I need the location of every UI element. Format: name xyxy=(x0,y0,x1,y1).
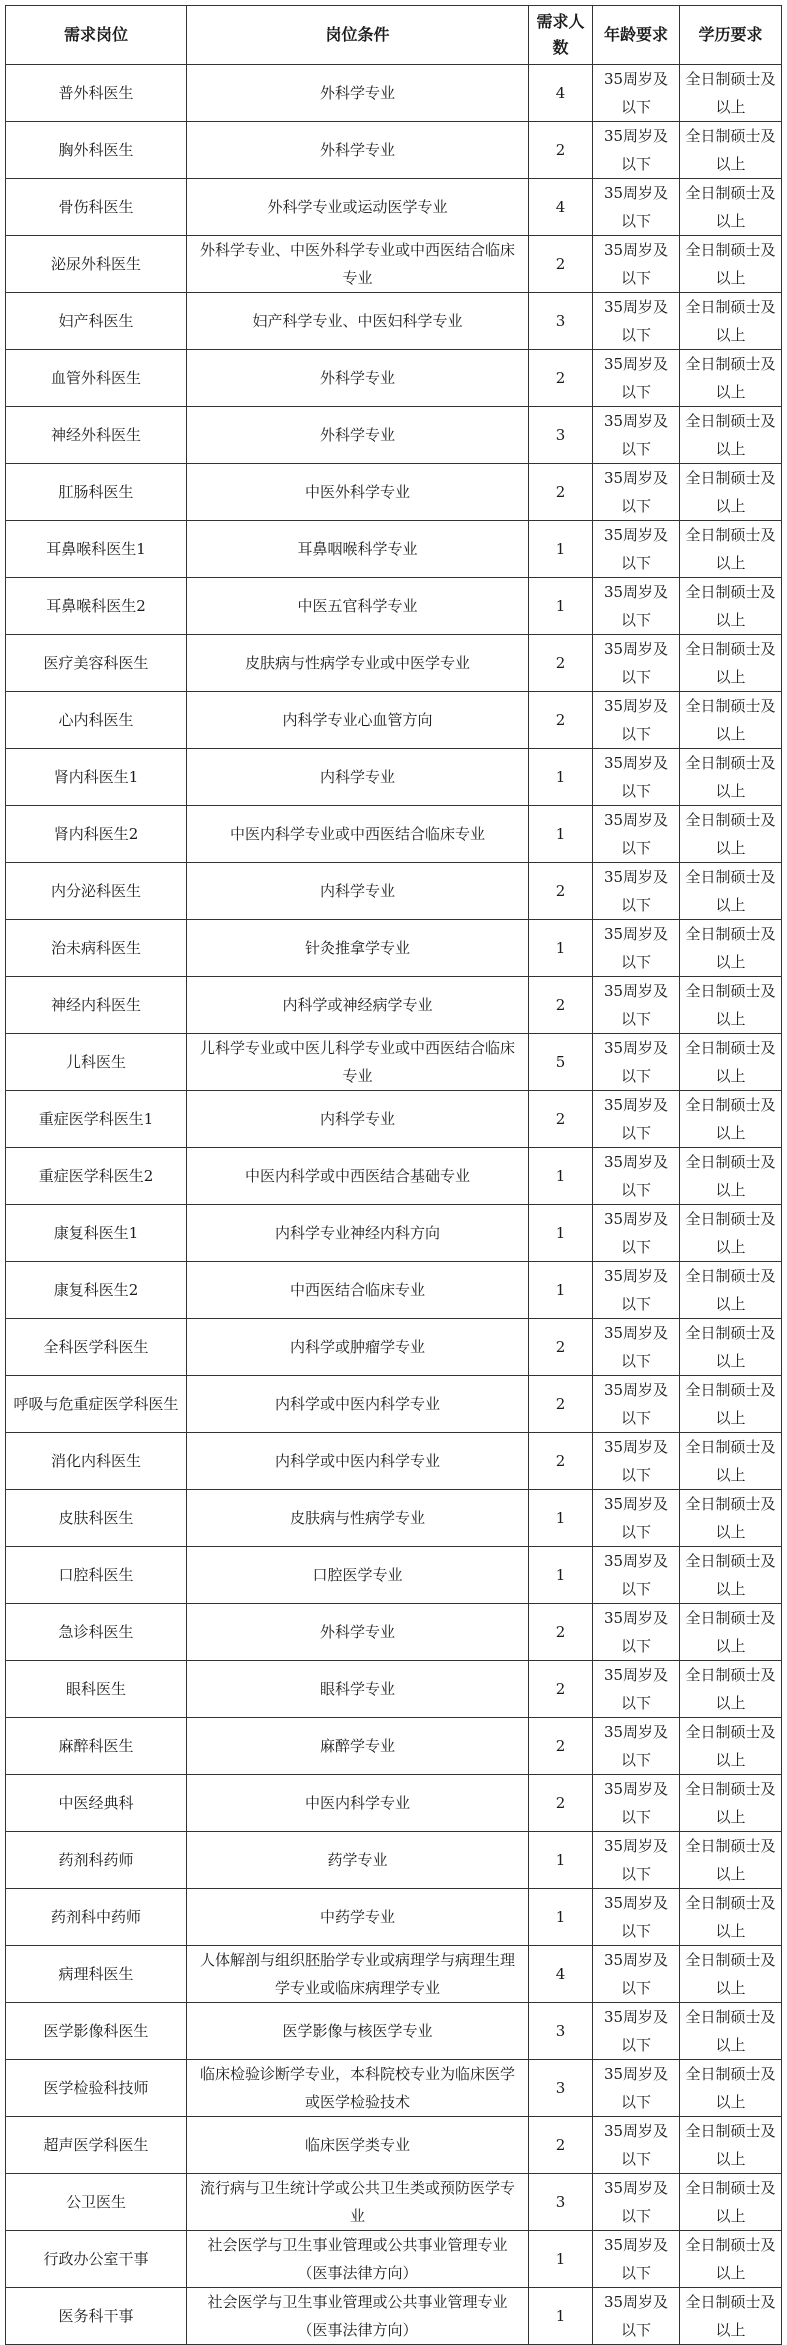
cell-conditions: 内科学或中医内科学专业 xyxy=(187,1376,529,1433)
cell-count: 2 xyxy=(529,1718,593,1775)
cell-education: 全日制硕士及以上 xyxy=(680,407,782,464)
cell-conditions: 内科学专业 xyxy=(187,749,529,806)
cell-position: 治未病科医生 xyxy=(6,920,187,977)
table-row xyxy=(6,521,782,578)
table-row xyxy=(6,1661,782,1718)
cell-count: 1 xyxy=(529,1832,593,1889)
cell-conditions: 麻醉学专业 xyxy=(187,1718,529,1775)
table-row xyxy=(6,863,782,920)
cell-count: 1 xyxy=(529,2231,593,2288)
cell-age: 35周岁及以下 xyxy=(593,1661,680,1718)
table-row xyxy=(6,2231,782,2288)
cell-age: 35周岁及以下 xyxy=(593,179,680,236)
cell-education: 全日制硕士及以上 xyxy=(680,1889,782,1946)
cell-education: 全日制硕士及以上 xyxy=(680,2060,782,2117)
table-row xyxy=(6,1262,782,1319)
table-row xyxy=(6,806,782,863)
cell-education: 全日制硕士及以上 xyxy=(680,65,782,122)
cell-conditions: 内科学或神经病学专业 xyxy=(187,977,529,1034)
cell-age: 35周岁及以下 xyxy=(593,1376,680,1433)
table-row xyxy=(6,1034,782,1091)
cell-count: 1 xyxy=(529,1490,593,1547)
cell-age: 35周岁及以下 xyxy=(593,1889,680,1946)
cell-position: 骨伤科医生 xyxy=(6,179,187,236)
cell-conditions: 临床检验诊断学专业，本科院校专业为临床医学或医学检验技术 xyxy=(187,2060,529,2117)
cell-count: 1 xyxy=(529,1889,593,1946)
cell-conditions: 内科学专业心血管方向 xyxy=(187,692,529,749)
cell-education: 全日制硕士及以上 xyxy=(680,1319,782,1376)
table-row xyxy=(6,1148,782,1205)
cell-position: 康复科医生1 xyxy=(6,1205,187,1262)
cell-position: 急诊科医生 xyxy=(6,1604,187,1661)
cell-age: 35周岁及以下 xyxy=(593,1604,680,1661)
cell-conditions: 中西医结合临床专业 xyxy=(187,1262,529,1319)
cell-count: 2 xyxy=(529,1091,593,1148)
cell-position: 麻醉科医生 xyxy=(6,1718,187,1775)
cell-count: 2 xyxy=(529,1433,593,1490)
table-row xyxy=(6,236,782,293)
cell-age: 35周岁及以下 xyxy=(593,464,680,521)
cell-conditions: 皮肤病与性病学专业 xyxy=(187,1490,529,1547)
header-education: 学历要求 xyxy=(680,6,782,65)
cell-count: 2 xyxy=(529,122,593,179)
cell-education: 全日制硕士及以上 xyxy=(680,749,782,806)
cell-education: 全日制硕士及以上 xyxy=(680,1262,782,1319)
cell-conditions: 临床医学类专业 xyxy=(187,2117,529,2174)
cell-education: 全日制硕士及以上 xyxy=(680,977,782,1034)
cell-count: 2 xyxy=(529,1376,593,1433)
cell-count: 1 xyxy=(529,521,593,578)
cell-conditions: 内科学专业 xyxy=(187,863,529,920)
cell-education: 全日制硕士及以上 xyxy=(680,863,782,920)
cell-conditions: 儿科学专业或中医儿科学专业或中西医结合临床专业 xyxy=(187,1034,529,1091)
table-row xyxy=(6,1547,782,1604)
cell-age: 35周岁及以下 xyxy=(593,692,680,749)
cell-age: 35周岁及以下 xyxy=(593,65,680,122)
cell-position: 耳鼻喉科医生2 xyxy=(6,578,187,635)
cell-position: 普外科医生 xyxy=(6,65,187,122)
cell-education: 全日制硕士及以上 xyxy=(680,1547,782,1604)
cell-age: 35周岁及以下 xyxy=(593,2060,680,2117)
cell-position: 眼科医生 xyxy=(6,1661,187,1718)
cell-count: 1 xyxy=(529,806,593,863)
cell-count: 2 xyxy=(529,977,593,1034)
cell-count: 2 xyxy=(529,464,593,521)
cell-position: 行政办公室干事 xyxy=(6,2231,187,2288)
cell-position: 皮肤科医生 xyxy=(6,1490,187,1547)
cell-education: 全日制硕士及以上 xyxy=(680,293,782,350)
cell-position: 重症医学科医生2 xyxy=(6,1148,187,1205)
cell-position: 药剂科药师 xyxy=(6,1832,187,1889)
cell-conditions: 外科学专业、中医外科学专业或中西医结合临床专业 xyxy=(187,236,529,293)
cell-education: 全日制硕士及以上 xyxy=(680,1661,782,1718)
cell-count: 1 xyxy=(529,1205,593,1262)
cell-count: 2 xyxy=(529,350,593,407)
cell-position: 神经内科医生 xyxy=(6,977,187,1034)
cell-conditions: 中医外科学专业 xyxy=(187,464,529,521)
cell-age: 35周岁及以下 xyxy=(593,407,680,464)
cell-position: 医疗美容科医生 xyxy=(6,635,187,692)
cell-position: 口腔科医生 xyxy=(6,1547,187,1604)
table-row xyxy=(6,2003,782,2060)
cell-position: 妇产科医生 xyxy=(6,293,187,350)
table-row xyxy=(6,977,782,1034)
cell-count: 5 xyxy=(529,1034,593,1091)
cell-age: 35周岁及以下 xyxy=(593,350,680,407)
cell-age: 35周岁及以下 xyxy=(593,1091,680,1148)
table-row xyxy=(6,1889,782,1946)
cell-education: 全日制硕士及以上 xyxy=(680,920,782,977)
cell-education: 全日制硕士及以上 xyxy=(680,236,782,293)
cell-count: 4 xyxy=(529,65,593,122)
cell-count: 1 xyxy=(529,2288,593,2345)
table-row xyxy=(6,1718,782,1775)
cell-conditions: 内科学或中医内科学专业 xyxy=(187,1433,529,1490)
cell-age: 35周岁及以下 xyxy=(593,1718,680,1775)
cell-age: 35周岁及以下 xyxy=(593,1775,680,1832)
table-row xyxy=(6,2174,782,2231)
table-row xyxy=(6,350,782,407)
cell-age: 35周岁及以下 xyxy=(593,2288,680,2345)
cell-conditions: 医学影像与核医学专业 xyxy=(187,2003,529,2060)
cell-age: 35周岁及以下 xyxy=(593,1946,680,2003)
cell-education: 全日制硕士及以上 xyxy=(680,1091,782,1148)
cell-position: 消化内科医生 xyxy=(6,1433,187,1490)
cell-age: 35周岁及以下 xyxy=(593,1490,680,1547)
recruitment-table xyxy=(5,5,782,2345)
cell-count: 2 xyxy=(529,692,593,749)
table-row xyxy=(6,749,782,806)
cell-conditions: 内科学专业 xyxy=(187,1091,529,1148)
table-row xyxy=(6,293,782,350)
table-body xyxy=(6,65,782,2345)
cell-age: 35周岁及以下 xyxy=(593,236,680,293)
cell-education: 全日制硕士及以上 xyxy=(680,1490,782,1547)
cell-count: 1 xyxy=(529,1547,593,1604)
cell-age: 35周岁及以下 xyxy=(593,920,680,977)
cell-count: 2 xyxy=(529,635,593,692)
cell-age: 35周岁及以下 xyxy=(593,521,680,578)
table-row xyxy=(6,407,782,464)
cell-count: 1 xyxy=(529,1262,593,1319)
cell-position: 心内科医生 xyxy=(6,692,187,749)
table-row xyxy=(6,1433,782,1490)
cell-count: 2 xyxy=(529,1604,593,1661)
cell-education: 全日制硕士及以上 xyxy=(680,1034,782,1091)
header-age: 年龄要求 xyxy=(593,6,680,65)
cell-education: 全日制硕士及以上 xyxy=(680,1148,782,1205)
table-row xyxy=(6,920,782,977)
table-row xyxy=(6,1091,782,1148)
cell-education: 全日制硕士及以上 xyxy=(680,1376,782,1433)
cell-age: 35周岁及以下 xyxy=(593,1262,680,1319)
cell-age: 35周岁及以下 xyxy=(593,2117,680,2174)
cell-count: 3 xyxy=(529,2003,593,2060)
cell-age: 35周岁及以下 xyxy=(593,2231,680,2288)
cell-count: 3 xyxy=(529,2174,593,2231)
cell-age: 35周岁及以下 xyxy=(593,2003,680,2060)
cell-conditions: 外科学专业或运动医学专业 xyxy=(187,179,529,236)
cell-conditions: 中医内科学或中西医结合基础专业 xyxy=(187,1148,529,1205)
header-count: 需求人数 xyxy=(529,6,593,65)
cell-position: 公卫医生 xyxy=(6,2174,187,2231)
cell-conditions: 社会医学与卫生事业管理或公共事业管理专业（医事法律方向） xyxy=(187,2231,529,2288)
cell-education: 全日制硕士及以上 xyxy=(680,2231,782,2288)
cell-age: 35周岁及以下 xyxy=(593,749,680,806)
cell-position: 康复科医生2 xyxy=(6,1262,187,1319)
cell-age: 35周岁及以下 xyxy=(593,293,680,350)
table-row xyxy=(6,1604,782,1661)
cell-education: 全日制硕士及以上 xyxy=(680,1604,782,1661)
cell-count: 3 xyxy=(529,293,593,350)
table-row xyxy=(6,635,782,692)
cell-education: 全日制硕士及以上 xyxy=(680,2174,782,2231)
cell-education: 全日制硕士及以上 xyxy=(680,350,782,407)
cell-count: 1 xyxy=(529,920,593,977)
cell-education: 全日制硕士及以上 xyxy=(680,1775,782,1832)
header-conditions: 岗位条件 xyxy=(187,6,529,65)
cell-count: 4 xyxy=(529,1946,593,2003)
cell-count: 3 xyxy=(529,2060,593,2117)
cell-position: 儿科医生 xyxy=(6,1034,187,1091)
cell-count: 1 xyxy=(529,749,593,806)
cell-age: 35周岁及以下 xyxy=(593,635,680,692)
cell-conditions: 外科学专业 xyxy=(187,122,529,179)
table-header-row xyxy=(6,6,782,65)
cell-education: 全日制硕士及以上 xyxy=(680,1205,782,1262)
cell-position: 药剂科中药师 xyxy=(6,1889,187,1946)
cell-education: 全日制硕士及以上 xyxy=(680,1433,782,1490)
cell-education: 全日制硕士及以上 xyxy=(680,1718,782,1775)
cell-position: 重症医学科医生1 xyxy=(6,1091,187,1148)
cell-age: 35周岁及以下 xyxy=(593,1034,680,1091)
cell-position: 肾内科医生1 xyxy=(6,749,187,806)
cell-conditions: 皮肤病与性病学专业或中医学专业 xyxy=(187,635,529,692)
table-row xyxy=(6,692,782,749)
cell-education: 全日制硕士及以上 xyxy=(680,122,782,179)
table-row xyxy=(6,179,782,236)
table-row xyxy=(6,1832,782,1889)
cell-count: 2 xyxy=(529,2117,593,2174)
cell-position: 肾内科医生2 xyxy=(6,806,187,863)
cell-count: 2 xyxy=(529,863,593,920)
cell-position: 神经外科医生 xyxy=(6,407,187,464)
cell-count: 2 xyxy=(529,236,593,293)
table-row xyxy=(6,2060,782,2117)
cell-education: 全日制硕士及以上 xyxy=(680,2288,782,2345)
cell-count: 2 xyxy=(529,1319,593,1376)
table-row xyxy=(6,122,782,179)
cell-conditions: 眼科学专业 xyxy=(187,1661,529,1718)
cell-age: 35周岁及以下 xyxy=(593,1148,680,1205)
cell-age: 35周岁及以下 xyxy=(593,863,680,920)
recruitment-table-container xyxy=(5,5,781,2345)
cell-education: 全日制硕士及以上 xyxy=(680,2003,782,2060)
table-row xyxy=(6,464,782,521)
cell-conditions: 外科学专业 xyxy=(187,407,529,464)
cell-position: 医学检验科技师 xyxy=(6,2060,187,2117)
cell-position: 呼吸与危重症医学科医生 xyxy=(6,1376,187,1433)
cell-position: 肛肠科医生 xyxy=(6,464,187,521)
cell-age: 35周岁及以下 xyxy=(593,1319,680,1376)
cell-position: 全科医学科医生 xyxy=(6,1319,187,1376)
cell-position: 医务科干事 xyxy=(6,2288,187,2345)
cell-count: 2 xyxy=(529,1775,593,1832)
table-row xyxy=(6,578,782,635)
cell-age: 35周岁及以下 xyxy=(593,977,680,1034)
cell-age: 35周岁及以下 xyxy=(593,806,680,863)
cell-education: 全日制硕士及以上 xyxy=(680,464,782,521)
cell-conditions: 外科学专业 xyxy=(187,65,529,122)
cell-age: 35周岁及以下 xyxy=(593,2174,680,2231)
cell-count: 3 xyxy=(529,407,593,464)
cell-education: 全日制硕士及以上 xyxy=(680,806,782,863)
cell-age: 35周岁及以下 xyxy=(593,578,680,635)
cell-conditions: 中医内科学专业 xyxy=(187,1775,529,1832)
cell-education: 全日制硕士及以上 xyxy=(680,578,782,635)
cell-conditions: 中医内科学专业或中西医结合临床专业 xyxy=(187,806,529,863)
cell-education: 全日制硕士及以上 xyxy=(680,635,782,692)
cell-education: 全日制硕士及以上 xyxy=(680,179,782,236)
cell-conditions: 外科学专业 xyxy=(187,350,529,407)
cell-education: 全日制硕士及以上 xyxy=(680,692,782,749)
table-row xyxy=(6,65,782,122)
cell-position: 中医经典科 xyxy=(6,1775,187,1832)
cell-position: 病理科医生 xyxy=(6,1946,187,2003)
cell-count: 1 xyxy=(529,1148,593,1205)
cell-count: 1 xyxy=(529,578,593,635)
cell-position: 胸外科医生 xyxy=(6,122,187,179)
cell-age: 35周岁及以下 xyxy=(593,1205,680,1262)
cell-conditions: 人体解剖与组织胚胎学专业或病理学与病理生理学专业或临床病理学专业 xyxy=(187,1946,529,2003)
cell-position: 内分泌科医生 xyxy=(6,863,187,920)
cell-conditions: 内科学或肿瘤学专业 xyxy=(187,1319,529,1376)
cell-conditions: 中药学专业 xyxy=(187,1889,529,1946)
cell-conditions: 中医五官科学专业 xyxy=(187,578,529,635)
table-row xyxy=(6,1376,782,1433)
table-row xyxy=(6,1319,782,1376)
cell-conditions: 妇产科学专业、中医妇科学专业 xyxy=(187,293,529,350)
cell-education: 全日制硕士及以上 xyxy=(680,521,782,578)
cell-education: 全日制硕士及以上 xyxy=(680,1946,782,2003)
table-row xyxy=(6,1946,782,2003)
cell-age: 35周岁及以下 xyxy=(593,1433,680,1490)
cell-education: 全日制硕士及以上 xyxy=(680,2117,782,2174)
cell-count: 4 xyxy=(529,179,593,236)
cell-conditions: 外科学专业 xyxy=(187,1604,529,1661)
cell-age: 35周岁及以下 xyxy=(593,1832,680,1889)
table-row xyxy=(6,1775,782,1832)
table-row xyxy=(6,2288,782,2345)
cell-conditions: 内科学专业神经内科方向 xyxy=(187,1205,529,1262)
cell-conditions: 口腔医学专业 xyxy=(187,1547,529,1604)
cell-position: 血管外科医生 xyxy=(6,350,187,407)
cell-position: 泌尿外科医生 xyxy=(6,236,187,293)
cell-age: 35周岁及以下 xyxy=(593,122,680,179)
cell-conditions: 药学专业 xyxy=(187,1832,529,1889)
table-row xyxy=(6,2117,782,2174)
cell-count: 2 xyxy=(529,1661,593,1718)
cell-conditions: 耳鼻咽喉科学专业 xyxy=(187,521,529,578)
cell-position: 超声医学科医生 xyxy=(6,2117,187,2174)
table-row xyxy=(6,1205,782,1262)
cell-conditions: 流行病与卫生统计学或公共卫生类或预防医学专业 xyxy=(187,2174,529,2231)
cell-position: 医学影像科医生 xyxy=(6,2003,187,2060)
cell-conditions: 针灸推拿学专业 xyxy=(187,920,529,977)
cell-conditions: 社会医学与卫生事业管理或公共事业管理专业（医事法律方向） xyxy=(187,2288,529,2345)
header-position: 需求岗位 xyxy=(6,6,187,65)
cell-position: 耳鼻喉科医生1 xyxy=(6,521,187,578)
cell-education: 全日制硕士及以上 xyxy=(680,1832,782,1889)
cell-age: 35周岁及以下 xyxy=(593,1547,680,1604)
table-row xyxy=(6,1490,782,1547)
